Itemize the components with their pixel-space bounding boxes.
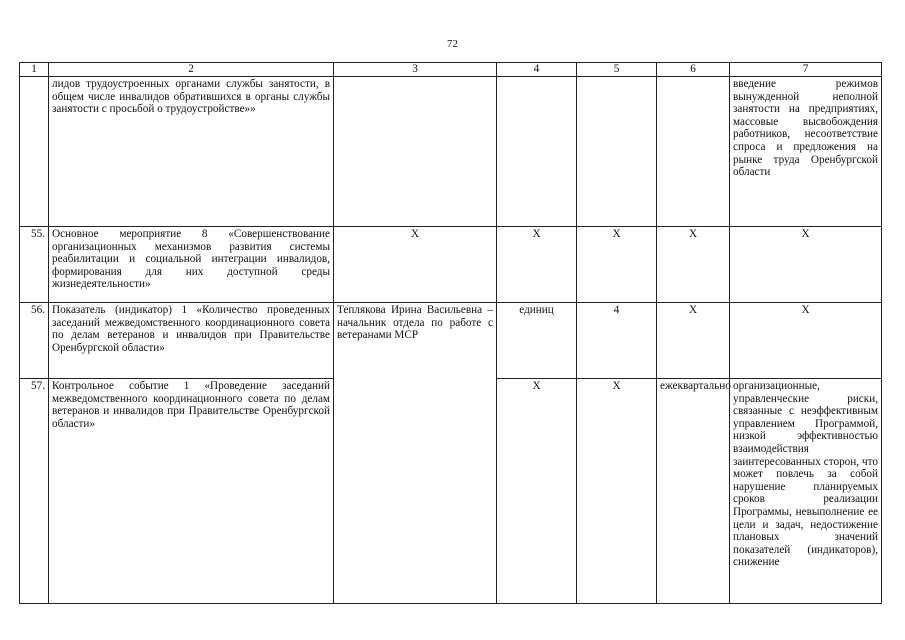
row-responsible [334, 77, 497, 227]
row-number: 57. [20, 379, 49, 604]
row-unit: Х [497, 379, 577, 604]
table-row [20, 303, 882, 379]
row-value: Х [577, 379, 657, 604]
row-responsible [334, 379, 497, 604]
row-period: Х [657, 303, 730, 379]
header-col-4: 4 [497, 63, 577, 77]
row-risks: Х [730, 227, 882, 303]
row-unit: единиц [497, 303, 577, 379]
table-row [20, 227, 882, 303]
row-risks: организационные, управленческие риски, связанные с неэффективным управлением Программой, низкой эффективностью взаимодействия заинтересованных сторон, что может повлечь за собой нарушение планируемых сроков реализации Программы, невыполнение ее цели и задач, недостижение плановых значений показателей (индикаторов), снижение [730, 379, 882, 604]
program-table [19, 62, 882, 604]
row-period: ежеквартально [657, 379, 730, 604]
row-responsible: Теплякова Ирина Васильевна – начальник отдела по работе с ветеранами МСР [334, 303, 497, 379]
header-col-7: 7 [730, 63, 882, 77]
page-number: 72 [447, 38, 458, 50]
header-col-1: 1 [20, 63, 49, 77]
row-period [657, 77, 730, 227]
header-col-3: 3 [334, 63, 497, 77]
table-row [20, 77, 882, 227]
row-number [20, 77, 49, 227]
header-col-2: 2 [49, 63, 334, 77]
row-name: лидов трудоустроенных органами службы занятости, в общем числе инвалидов обратившихся в органы службы занятости с просьбой о трудоустройстве»» [49, 77, 334, 227]
header-col-5: 5 [577, 63, 657, 77]
row-name: Основное мероприятие 8 «Совершенствование организационных механизмов развития системы реабилитации и социальной интеграции инвалидов, формирования для них доступной среды жизнедеятельности» [49, 227, 334, 303]
row-period: Х [657, 227, 730, 303]
row-unit: Х [497, 227, 577, 303]
row-name: Контрольное событие 1 «Проведение заседаний межведомственного координационного совета по делам ветеранов и инвалидов при Правительстве Оренбургской области» [49, 379, 334, 604]
row-number: 56. [20, 303, 49, 379]
header-row [20, 63, 882, 77]
row-number: 55. [20, 227, 49, 303]
row-value: Х [577, 227, 657, 303]
row-unit [497, 77, 577, 227]
row-risks: введение режимов вынужденной неполной занятости на предприятиях, массовые высвобождения работников, несоответствие спроса и предложения на рынке труда Оренбургской области [730, 77, 882, 227]
row-value [577, 77, 657, 227]
row-value: 4 [577, 303, 657, 379]
row-risks: Х [730, 303, 882, 379]
row-responsible: Х [334, 227, 497, 303]
table-row [20, 379, 882, 604]
header-col-6: 6 [657, 63, 730, 77]
row-name: Показатель (индикатор) 1 «Количество проведенных заседаний межведомственного координационного совета по делам ветеранов и инвалидов при Правительстве Оренбургской области» [49, 303, 334, 379]
